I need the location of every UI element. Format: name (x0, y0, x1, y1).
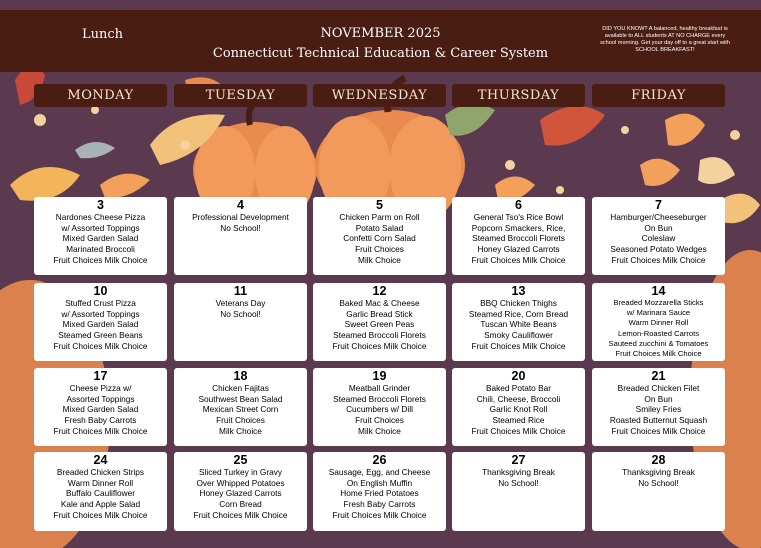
menu-item: Fruit Choices Milk Choice (611, 254, 706, 265)
date-number: 4 (237, 198, 244, 212)
menu-item: Fruit Choices Milk Choice (53, 425, 148, 436)
menu-item: Thanksgiving Break (622, 467, 695, 477)
menu-cell (592, 368, 725, 446)
menu-item: Fruit Choices (355, 415, 404, 426)
menu-item: Confetti Corn Salad (343, 233, 416, 244)
menu-item: Milk Choice (358, 425, 401, 436)
menu-cell (34, 452, 167, 531)
menu-cell (452, 283, 585, 361)
breakfast-note: DID YOU KNOW? A balanced, healthy breakfast is available to ALL students AT NO CHARGE every school morning. Get your day off to a great start with SCHOOL BREAKFAST! (600, 26, 730, 53)
menu-item: Breaded Chicken Filet (617, 383, 700, 393)
menu-item: Cucumbers w/ Dill (346, 404, 413, 415)
menu-item: BBQ Chicken Thighs (480, 298, 557, 308)
menu-cell (34, 283, 167, 361)
menu-item: Fruit Choices Milk Choice (332, 340, 427, 351)
menu-cell (592, 197, 725, 275)
date-number: 17 (93, 369, 108, 383)
date-number: 24 (93, 453, 108, 467)
menu-item: On Bun (644, 393, 673, 404)
menu-item: Cheese Pizza w/ (69, 383, 132, 393)
menu-item: Chili, Cheese, Broccoli (476, 393, 561, 404)
menu-item: Kale and Apple Salad (60, 499, 141, 510)
date-number: 18 (233, 369, 248, 383)
menu-item: On English Muffin (346, 477, 413, 488)
menu-item: Veterans Day (215, 298, 266, 308)
menu-cell (313, 283, 446, 361)
day-header-monday: MONDAY (34, 84, 167, 107)
menu-item: On Bun (644, 222, 673, 233)
date-number: 14 (651, 284, 666, 298)
menu-item: Fruit Choices (355, 244, 404, 255)
menu-item: Professional Development (192, 212, 289, 222)
menu-item: Fruit Choices Milk Choice (53, 340, 148, 351)
menu-item: General Tso's Rice Bowl (473, 212, 564, 222)
menu-item: Fruit Choices Milk Choice (53, 509, 148, 520)
menu-cell (34, 368, 167, 446)
menu-item: Fruit Choices Milk Choice (615, 349, 702, 359)
menu-item: Breaded Chicken Strips (56, 467, 145, 477)
menu-cell (174, 368, 307, 446)
menu-item: Sweet Green Peas (344, 319, 415, 330)
menu-item: Fruit Choices Milk Choice (471, 254, 566, 265)
menu-item: Mixed Garden Salad (62, 404, 139, 415)
menu-item: Garlic Knot Roll (489, 404, 548, 415)
menu-item: Warm Dinner Roll (628, 318, 689, 328)
date-number: 27 (511, 453, 526, 467)
date-number: 13 (511, 284, 526, 298)
menu-item: Fresh Baby Carrots (343, 499, 416, 510)
menu-item: Popcorn Smackers, Rice, (471, 222, 566, 233)
date-number: 3 (97, 198, 104, 212)
menu-item: Fruit Choices Milk Choice (471, 340, 566, 351)
date-number: 10 (93, 284, 108, 298)
menu-item: No School! (638, 477, 679, 488)
menu-item: No School! (498, 477, 539, 488)
menu-item: Smoky Cauliflower (484, 330, 553, 341)
menu-item: Steamed Rice (492, 415, 545, 426)
menu-item: Fruit Choices Milk Choice (53, 254, 148, 265)
menu-cell (313, 368, 446, 446)
menu-cell (313, 197, 446, 275)
menu-item: Corn Bread (219, 499, 262, 510)
menu-item: Fruit Choices Milk Choice (611, 425, 706, 436)
menu-item: Marinated Broccoli (66, 244, 135, 255)
menu-item: No School! (220, 222, 261, 233)
menu-item: Fruit Choices (216, 415, 265, 426)
menu-cell (592, 283, 725, 361)
menu-item: Breaded Mozzarella Sticks (613, 298, 704, 307)
menu-item: Tuscan White Beans (480, 319, 557, 330)
menu-cell (452, 197, 585, 275)
day-header-wednesday: WEDNESDAY (313, 84, 446, 107)
menu-item: Lemon-Roasted Carrots (617, 328, 700, 338)
menu-cell (174, 452, 307, 531)
menu-item: Garlic Bread Stick (346, 308, 413, 319)
month-title: NOVEMBER 2025 (320, 26, 441, 41)
menu-item: Coleslaw (641, 233, 676, 244)
menu-item: Steamed Broccoli Florets (333, 393, 426, 404)
menu-item: Buffalo Cauliflower (65, 488, 136, 499)
menu-item: Milk Choice (219, 425, 262, 436)
menu-item: Sauteed zucchini & Tomatoes (608, 338, 709, 348)
menu-item: Sausage, Egg, and Cheese (328, 467, 431, 477)
menu-item: Roasted Butternut Squash (609, 415, 708, 426)
menu-item: Fresh Baby Carrots (64, 415, 137, 426)
menu-item: Mixed Garden Salad (62, 319, 139, 330)
menu-item: Mexican Street Corn (202, 404, 279, 415)
day-header-tuesday: TUESDAY (174, 84, 307, 107)
menu-item: Milk Choice (358, 254, 401, 265)
date-number: 19 (372, 369, 387, 383)
menu-item: Assorted Toppings (66, 393, 135, 404)
menu-item: Honey Glazed Carrots (477, 244, 560, 255)
menu-item: Steamed Broccoli Florets (472, 233, 565, 244)
date-number: 26 (372, 453, 387, 467)
menu-item: Fruit Choices Milk Choice (471, 425, 566, 436)
menu-item: Chicken Parm on Roll (339, 212, 420, 222)
menu-item: Meatball Grinder (348, 383, 411, 393)
day-header-friday: FRIDAY (592, 84, 725, 107)
date-number: 11 (233, 284, 248, 298)
menu-item: Over Whipped Potatoes (196, 477, 285, 488)
menu-item: No School! (220, 308, 261, 319)
menu-item: Baked Potato Bar (485, 383, 552, 393)
menu-item: Home Fried Potatoes (340, 488, 419, 499)
menu-item: Seasoned Potato Wedges (610, 244, 707, 255)
menu-item: Chicken Fajitas (212, 383, 269, 393)
menu-item: Mixed Garden Salad (62, 233, 139, 244)
menu-item: Hamburger/Cheeseburger (610, 212, 707, 222)
menu-item: Baked Mac & Cheese (339, 298, 420, 308)
lunch-label: Lunch (82, 27, 124, 42)
menu-cell (174, 283, 307, 361)
menu-item: Smiley Fries (635, 404, 682, 415)
menu-item: w/ Marinara Sauce (626, 308, 691, 318)
menu-item: Thanksgiving Break (482, 467, 555, 477)
menu-cell (174, 197, 307, 275)
date-number: 7 (655, 198, 662, 212)
menu-cell (313, 452, 446, 531)
day-header-thursday: THURSDAY (452, 84, 585, 107)
menu-item: Fruit Choices Milk Choice (193, 509, 288, 520)
menu-item: w/ Assorted Toppings (61, 222, 140, 233)
org-title: Connecticut Technical Education & Career System (212, 46, 549, 61)
date-number: 25 (233, 453, 248, 467)
menu-cell (452, 368, 585, 446)
menu-cell (452, 452, 585, 531)
menu-item: w/ Assorted Toppings (61, 308, 140, 319)
menu-item: Southwest Bean Salad (198, 393, 283, 404)
menu-item: Steamed Broccoli Florets (333, 330, 426, 341)
menu-item: Stuffed Crust Pizza (65, 298, 136, 308)
date-number: 20 (511, 369, 526, 383)
menu-item: Steamed Green Beans (58, 330, 143, 341)
menu-item: Sliced Turkey in Gravy (199, 467, 282, 477)
menu-cell (592, 452, 725, 531)
menu-item: Honey Glazed Carrots (199, 488, 282, 499)
menu-item: Nardones Cheese Pizza (55, 212, 146, 222)
menu-item: Warm Dinner Roll (67, 477, 134, 488)
menu-item: Steamed Rice, Corn Bread (468, 308, 569, 319)
menu-cell (34, 197, 167, 275)
date-number: 21 (651, 369, 666, 383)
menu-item: Fruit Choices Milk Choice (332, 509, 427, 520)
date-number: 28 (651, 453, 666, 467)
date-number: 5 (376, 198, 383, 212)
date-number: 6 (515, 198, 522, 212)
menu-item: Potato Salad (355, 222, 404, 233)
date-number: 12 (372, 284, 387, 298)
